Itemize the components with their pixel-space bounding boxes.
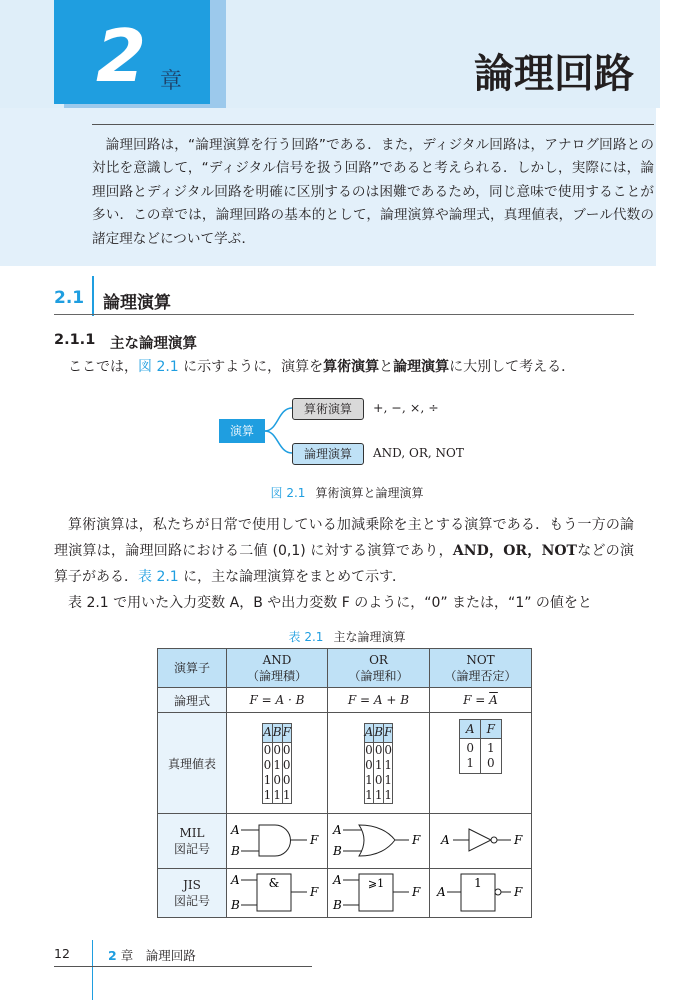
header-operator: 演算子 [158, 649, 227, 688]
expr-or: F = A + B [328, 688, 430, 713]
jis-not-gate-icon [433, 870, 529, 914]
para3-text: 表 2.1 で用いた入力変数 A，B や出力変数 F のように，“0” または，“1” の値をと [68, 595, 592, 611]
intro-text: 論理回路は，“論理演算を行う回路”である．また，ディジタル回路は，アナログ回路との対比を意識して，“ディジタル信号を扱う回路”であると考えられる．しかし，実際には，論理回路とディジタル回路を明確に区別するのは困難であるため，同じ意味で使用することが多い．この章では，論理回路の基本的として，論理演算や論理式，真理値表，ブール代数の諸定理などについて学ぶ． [92, 137, 654, 247]
figure-node-logic: 論理演算 [292, 443, 364, 465]
expr-not-lhs: F = [463, 693, 490, 707]
section-title: 論理演算 [103, 293, 171, 313]
para2-text-b: などの演算子がある． [54, 543, 634, 585]
page-number: 12 [54, 946, 70, 961]
chapter-word: 章 [160, 69, 183, 94]
figure-node-operation: 演算 [219, 419, 265, 443]
tt-or-head-b: B [374, 723, 384, 742]
jis-and-symbol: & [268, 875, 280, 890]
mil-and-out-f: F [310, 832, 319, 847]
tt-or-col-a: 0 0 1 1 [365, 742, 373, 802]
logic-operations-table [157, 648, 532, 918]
row-label-jis [158, 869, 227, 918]
jis-label-1: JIS [183, 877, 201, 892]
subsection-title: 主な論理演算 [110, 336, 197, 352]
not-name: NOT [466, 653, 495, 667]
mil-label-1: MIL [179, 825, 205, 840]
jis-not-in-a: A [436, 884, 446, 899]
mil-not-gate-icon [433, 818, 529, 862]
jis-or-gate-icon [331, 870, 427, 914]
table-caption-text: 主な論理演算 [333, 630, 406, 644]
mil-or-out-f: F [411, 832, 420, 847]
jis-or-symbol: ⩾1 [367, 876, 384, 890]
para2-ops: AND，OR，NOT [452, 543, 577, 559]
jis-not-symbol: 1 [473, 875, 482, 890]
tt-not-head-a: A [460, 720, 481, 739]
jis-or-cell [328, 869, 430, 918]
tt-and-col-f: 0 0 0 1 [282, 742, 291, 802]
truth-table-not-cell [430, 713, 532, 814]
table-ref-link[interactable]: 表 2.1 [138, 569, 179, 585]
section-number: 2.1 [54, 288, 85, 308]
mil-or-in-a: A [332, 822, 342, 837]
tt-and-col-b: 0 1 0 1 [273, 742, 281, 802]
tt-not-col-a: 0 1 [460, 739, 481, 774]
jis-or-out-f: F [411, 884, 420, 899]
jis-not-cell [430, 869, 532, 918]
mil-and-cell [227, 814, 328, 869]
tt-not-col-f: 1 0 [481, 739, 502, 774]
tt-or-head-a: A [364, 723, 374, 742]
paragraph-variables [54, 590, 634, 616]
jis-and-cell [227, 869, 328, 918]
not-sub: （論理否定） [444, 669, 517, 683]
truth-table-or [364, 723, 394, 804]
mil-and-in-b: B [231, 843, 240, 858]
paragraph-logic-ops [54, 512, 634, 590]
or-sub: （論理和） [348, 669, 409, 683]
footer-chapter-text: 章 論理回路 [120, 948, 196, 963]
tt-or-col-b: 0 1 0 1 [374, 742, 383, 802]
jis-not-out-f: F [513, 884, 522, 899]
and-name: AND [262, 653, 292, 667]
para1-text-c: と [379, 359, 394, 375]
chapter-title: 論理回路 [474, 51, 634, 97]
expr-not-var: $\overline{A}$ [489, 693, 498, 707]
expr-and: F = A · B [227, 688, 328, 713]
figure-logic-ops: AND, OR, NOT [373, 446, 464, 460]
tt-or-col-f: 0 1 1 1 [384, 742, 393, 802]
row-label-expr: 論理式 [158, 688, 227, 713]
tt-and-col-a: 0 0 1 1 [263, 742, 272, 802]
figure-arith-ops: +, −, ×, ÷ [373, 400, 439, 415]
tt-and-head-f: F [282, 723, 291, 742]
table-caption-label: 表 2.1 [288, 630, 324, 644]
figure-ref-link[interactable]: 図 2.1 [138, 359, 179, 375]
footer-bar [92, 940, 93, 1000]
jis-or-in-b: B [332, 897, 342, 912]
connector-logic [265, 431, 292, 453]
jis-and-out-f: F [310, 884, 319, 899]
row-label-truth: 真理値表 [158, 713, 227, 814]
footer-rule [54, 966, 312, 967]
figure-node-arithmetic: 算術演算 [292, 398, 364, 420]
tt-not-head-f: F [481, 720, 502, 739]
figure-caption [0, 484, 694, 501]
mil-and-in-a: A [231, 822, 240, 837]
para1-text-d: に大別して考える． [449, 359, 576, 375]
mil-label-2: 図記号 [173, 841, 210, 856]
jis-or-in-a: A [332, 872, 342, 887]
mil-not-out-f: F [513, 832, 522, 847]
tt-or-head-f: F [384, 723, 393, 742]
or-name: OR [369, 653, 388, 667]
subsection-number: 2.1.1 [54, 332, 96, 348]
header-not [430, 649, 532, 688]
term-logic: 論理演算 [393, 359, 450, 375]
jis-label-2: 図記号 [173, 893, 210, 908]
and-sub: （論理積） [246, 669, 307, 683]
mil-or-gate-icon [331, 818, 427, 862]
figure-caption-label: 図 2.1 [270, 486, 306, 500]
term-arithmetic: 算術演算 [323, 359, 380, 375]
mil-not-cell [430, 814, 532, 869]
mil-not-in-a: A [440, 832, 450, 847]
mil-or-cell [328, 814, 430, 869]
jis-and-in-a: A [231, 872, 240, 887]
truth-table-and-cell [227, 713, 328, 814]
mil-and-gate-icon [229, 818, 325, 862]
truth-table-or-cell [328, 713, 430, 814]
para2-text-c: に，主な論理演算をまとめて示す． [178, 569, 407, 585]
mil-or-in-b: B [332, 843, 342, 858]
para1-text-b: に示すように，演算を [178, 359, 324, 375]
truth-table-not [459, 719, 501, 774]
para2-text-a: 算術演算は，私たちが日常で使用している加減乗除を主とする演算である．もう一方の論理演算は，論理回路における二値 (0,1) に対する演算であり， [54, 517, 634, 559]
jis-and-gate-icon [229, 870, 325, 914]
truth-table-and [262, 723, 292, 804]
jis-and-in-b: B [231, 897, 240, 912]
para1-text-a: ここでは， [68, 359, 138, 375]
row-label-mil [158, 814, 227, 869]
footer-chapter [108, 946, 196, 964]
table-caption [0, 628, 694, 645]
footer-chapter-num: 2 [108, 948, 117, 963]
expr-not [430, 688, 532, 713]
tt-and-head-b: B [272, 723, 282, 742]
tt-and-head-a: A [263, 723, 273, 742]
figure-caption-text: 算術演算と論理演算 [315, 486, 424, 500]
header-and [227, 649, 328, 688]
header-or [328, 649, 430, 688]
chapter-number: 2 [96, 14, 147, 98]
connector-arith [265, 408, 292, 431]
